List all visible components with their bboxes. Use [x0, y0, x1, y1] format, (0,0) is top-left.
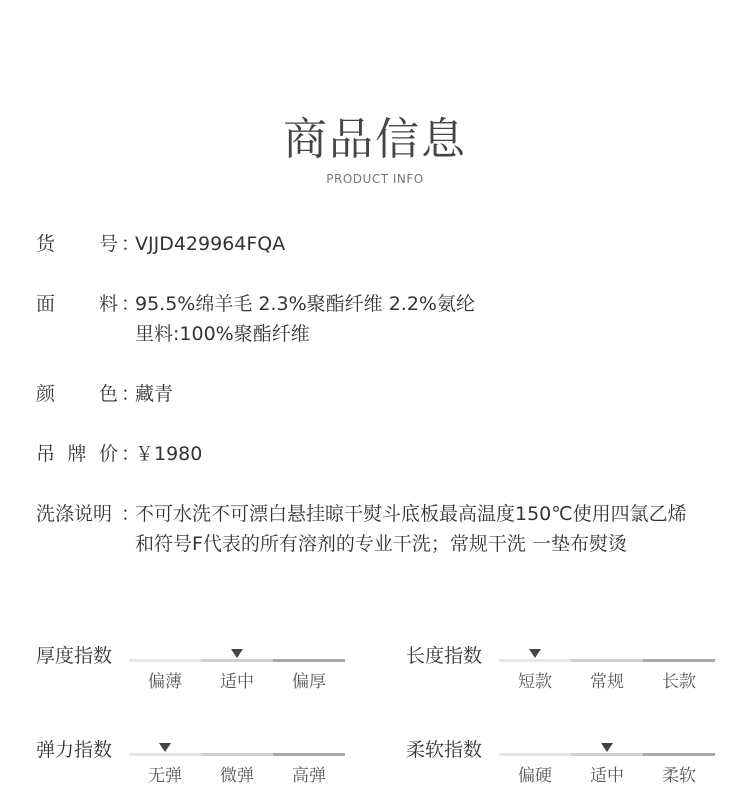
info-colon: ：: [121, 443, 141, 465]
info-colon: ：: [121, 503, 141, 525]
info-label-wash: 洗涤说明: [36, 503, 113, 525]
info-label-fabric: [36, 289, 118, 319]
index-length: [406, 641, 726, 701]
info-label-article-no: [36, 229, 118, 259]
index-marker-icon: [231, 649, 243, 658]
index-track-segment: [571, 659, 643, 662]
index-marker-icon: [159, 743, 171, 752]
info-colon: ：: [121, 383, 141, 405]
wash-value-line: 不可水洗不可漂白悬挂晾干熨斗底板最高温度150℃使用四氯乙烯: [135, 503, 687, 525]
info-colon: ：: [121, 233, 141, 255]
index-option: 柔软: [662, 766, 696, 786]
wash-value: [135, 499, 715, 559]
index-track-segment: [273, 659, 345, 662]
index-label: 弹力指数: [36, 739, 113, 761]
info-label-char: 价: [98, 443, 118, 465]
index-option: 无弹: [148, 766, 182, 786]
index-thickness: [36, 641, 356, 701]
info-label-char: 色: [98, 383, 118, 405]
info-label-char: 吊: [36, 443, 56, 465]
index-track-segment: [129, 753, 201, 756]
index-option: 常规: [590, 672, 624, 692]
info-label-char: 货: [36, 233, 56, 255]
wash-value-line: 和符号F代表的所有溶剂的专业干洗；常规干洗 一垫布熨烫: [135, 533, 627, 555]
index-track-segment: [201, 659, 273, 662]
index-marker-icon: [601, 743, 613, 752]
index-track-segment: [499, 659, 571, 662]
info-label-color: [36, 379, 118, 409]
fabric-value-line: 里料:100%聚酯纤维: [135, 323, 310, 345]
info-label-char: 面: [36, 293, 56, 315]
index-label: 厚度指数: [36, 645, 113, 667]
info-label-char: 料: [98, 293, 118, 315]
index-option: 偏硬: [518, 766, 552, 786]
index-track-segment: [643, 659, 715, 662]
index-track-segment: [499, 753, 571, 756]
index-label: 柔软指数: [406, 739, 483, 761]
color-value: 藏青: [135, 383, 174, 405]
index-track-segment: [201, 753, 273, 756]
info-colon: ：: [121, 293, 141, 315]
index-option: 短款: [518, 672, 552, 692]
info-label-char: 颜: [36, 383, 56, 405]
article-no-value: VJJD429964FQA: [135, 233, 286, 255]
index-option: 适中: [590, 766, 624, 786]
index-track-segment: [129, 659, 201, 662]
info-label-price: [36, 439, 118, 469]
info-label-char: 牌: [67, 443, 87, 465]
index-label: 长度指数: [406, 645, 483, 667]
index-elasticity: [36, 735, 356, 795]
page-title: 商品信息: [283, 114, 467, 165]
index-option: 适中: [220, 672, 254, 692]
page-subtitle: PRODUCT INFO: [326, 172, 424, 186]
index-track-segment: [273, 753, 345, 756]
price-value: ￥1980: [135, 443, 203, 465]
index-option: 偏薄: [148, 672, 182, 692]
index-track-segment: [643, 753, 715, 756]
index-track-segment: [571, 753, 643, 756]
fabric-value: [135, 289, 715, 349]
index-option: 高弹: [292, 766, 326, 786]
index-softness: [406, 735, 726, 795]
index-option: 长款: [662, 672, 696, 692]
index-option: 微弹: [220, 766, 254, 786]
fabric-value-line: 95.5%绵羊毛 2.3%聚酯纤维 2.2%氨纶: [135, 293, 475, 315]
info-label-char: 号: [98, 233, 118, 255]
index-marker-icon: [529, 649, 541, 658]
index-option: 偏厚: [292, 672, 326, 692]
